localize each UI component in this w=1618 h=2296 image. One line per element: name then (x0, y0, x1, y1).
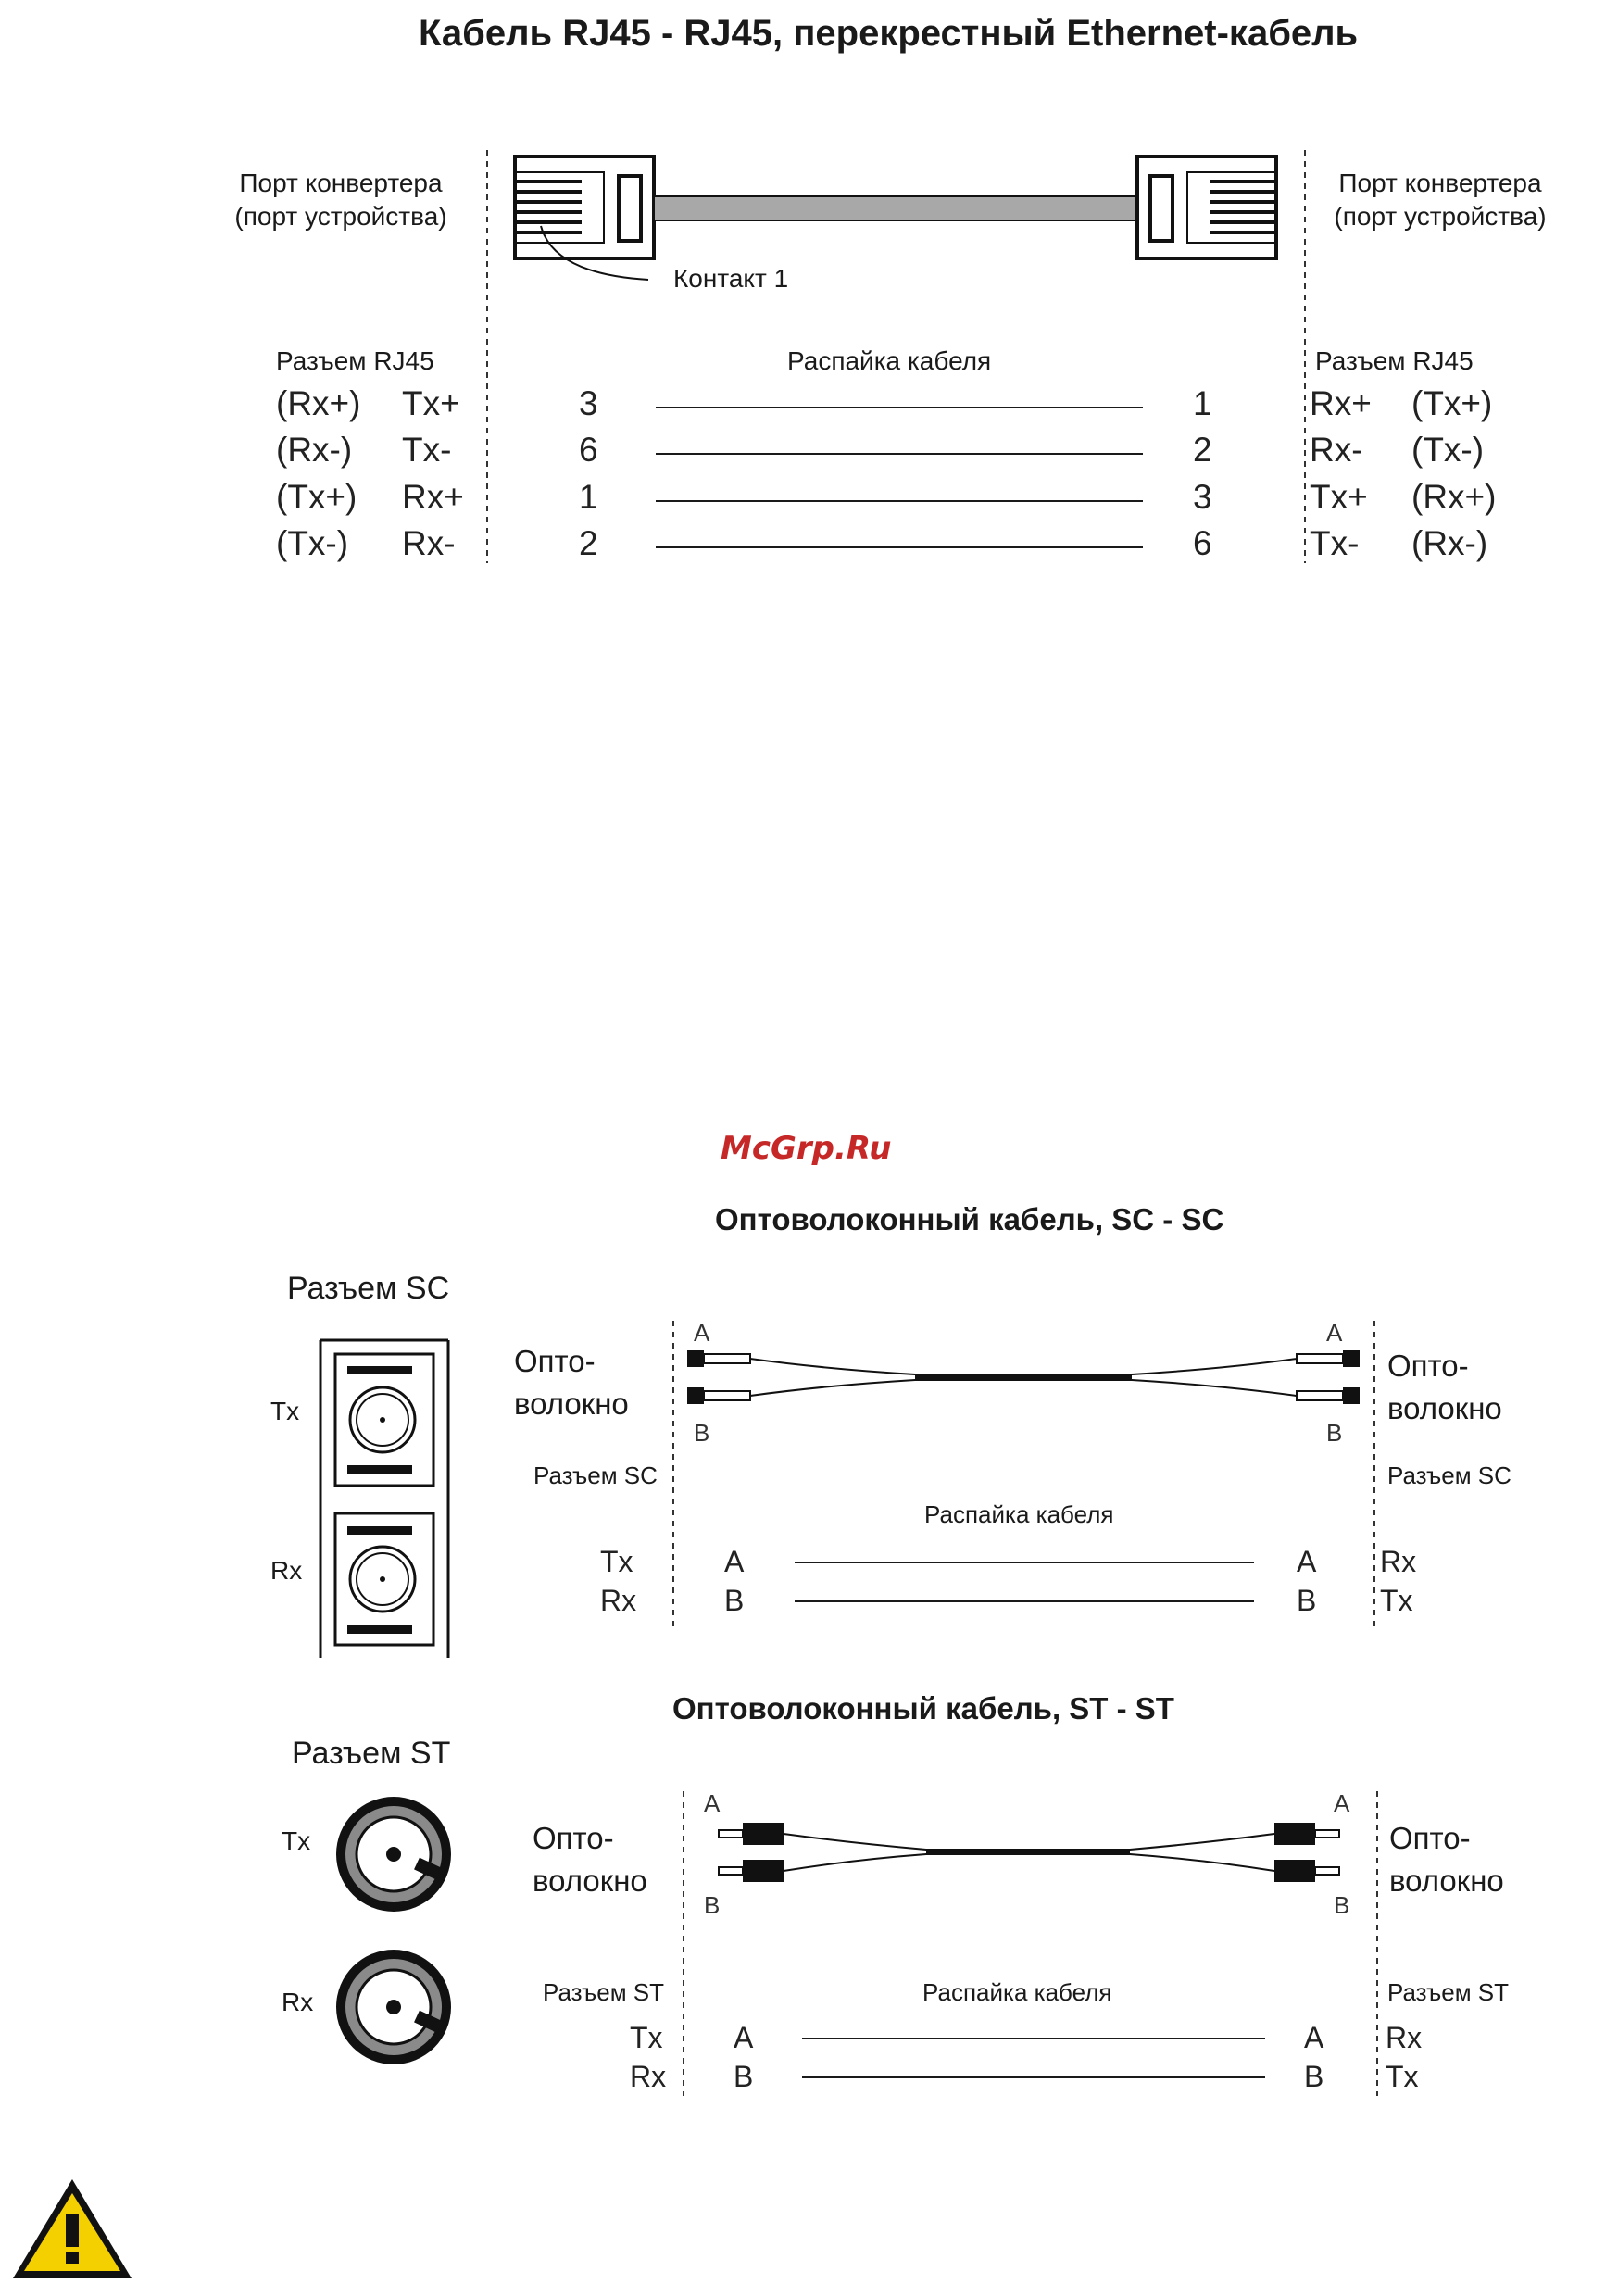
rj45-plug-icon-right (1137, 157, 1276, 258)
rj45-row-right-pin: 6 (1193, 524, 1212, 562)
rj45-row-right-a: Rx+ (1310, 384, 1372, 422)
st-fiber-cable (719, 1823, 1339, 1882)
rj45-contact-label: Контакт 1 (673, 264, 789, 293)
rj45-row-left-pin: 3 (579, 384, 598, 422)
sc-row-left-pin: A (724, 1545, 745, 1578)
st-end-a-left: A (704, 1789, 721, 1817)
rj45-row-right-pin: 1 (1193, 384, 1212, 422)
st-fiber-right (1389, 1817, 1504, 1902)
rj45-title: Кабель RJ45 - RJ45, перекрестный Ethernet-кабель (419, 13, 1359, 54)
rj45-row-left-b: Rx- (402, 524, 456, 562)
sc-tx-label: Tx (270, 1397, 300, 1425)
rj45-left-connector-header: Разъем RJ45 (276, 346, 434, 375)
sc-connector-icon (320, 1340, 448, 1658)
sc-connector-label: Разъем SC (287, 1271, 450, 1306)
st-row-right-pin: A (1304, 2021, 1324, 2054)
rj45-row-right-pin: 2 (1193, 431, 1212, 469)
st-fiber-left (533, 1817, 647, 1902)
rj45-row-left-pin: 2 (579, 524, 598, 562)
rj45-left-port-line1: Порт конвертера (239, 169, 443, 197)
sc-wire-lines (795, 1562, 1254, 1601)
st-right-connector: Разъем ST (1387, 1978, 1510, 2006)
rj45-row-right-a: Tx- (1310, 524, 1360, 562)
sc-fiber-right (1387, 1345, 1502, 1430)
sc-end-a-right: A (1326, 1319, 1343, 1347)
rj45-left-port-line2: (порт устройства) (234, 202, 447, 231)
sc-row-right: Rx (1380, 1545, 1417, 1578)
rj45-plug-icon (515, 157, 654, 280)
st-fiber-right-line1: Опто- (1389, 1821, 1471, 1855)
st-wire-lines (802, 2039, 1265, 2077)
st-row-left-pin: A (734, 2021, 754, 2054)
sc-cable-header: Распайка кабеля (924, 1500, 1114, 1528)
rj45-row-left-pin: 6 (579, 431, 598, 469)
st-row-right-pin: B (1304, 2060, 1324, 2093)
sc-fiber-left-line2: волокно (514, 1386, 629, 1421)
st-title: Оптоволоконный кабель, ST - ST (672, 1691, 1174, 1725)
sc-end-b-left: B (694, 1419, 710, 1447)
st-row-left-pin: B (734, 2060, 754, 2093)
sc-row-right-pin: A (1297, 1545, 1317, 1578)
st-cable-header: Распайка кабеля (922, 1978, 1112, 2006)
rj45-right-connector-header: Разъем RJ45 (1315, 346, 1474, 375)
st-row-right: Rx (1386, 2021, 1423, 2054)
rj45-left-port-label (211, 167, 470, 233)
rj45-right-port-line2: (порт устройства) (1334, 202, 1547, 231)
rj45-row-left-b: Rx+ (402, 478, 464, 516)
sc-row-right-pin: B (1297, 1584, 1317, 1617)
warning-icon (13, 2179, 132, 2278)
sc-fiber-cable (687, 1350, 1360, 1404)
rj45-row-right-b: (Rx-) (1411, 524, 1488, 562)
sc-row-left: Tx (600, 1545, 633, 1578)
rj45-right-port-label (1311, 167, 1570, 233)
rj45-cable-header: Распайка кабеля (787, 346, 992, 375)
st-row-left: Tx (630, 2021, 663, 2054)
sc-end-a-left: A (694, 1319, 710, 1347)
watermark-text: McGrp.Ru (721, 1130, 892, 1167)
st-fiber-left-line1: Опто- (533, 1821, 614, 1855)
st-left-connector: Разъем ST (543, 1978, 665, 2006)
rj45-row-left-pin: 1 (579, 478, 598, 516)
rj45-row-left-a: (Rx+) (276, 384, 361, 422)
st-end-a-right: A (1334, 1789, 1350, 1817)
rj45-row-right-pin: 3 (1193, 478, 1212, 516)
rj45-row-right-a: Rx- (1310, 431, 1363, 469)
sc-rx-label: Rx (270, 1556, 303, 1585)
rj45-row-left-a: (Tx-) (276, 524, 349, 562)
rj45-row-left-a: (Tx+) (276, 478, 357, 516)
rj45-wire-lines (656, 408, 1143, 547)
sc-fiber-right-line2: волокно (1387, 1391, 1502, 1425)
st-fiber-right-line2: волокно (1389, 1863, 1504, 1898)
st-end-b-right: B (1334, 1891, 1350, 1919)
st-rx-label: Rx (282, 1988, 314, 2016)
rj45-cable (654, 196, 1137, 220)
sc-fiber-right-line1: Опто- (1387, 1349, 1469, 1383)
sc-title: Оптоволоконный кабель, SC - SC (715, 1202, 1224, 1236)
sc-row-left-pin: B (724, 1584, 745, 1617)
rj45-row-left-b: Tx- (402, 431, 452, 469)
sc-row-right: Tx (1380, 1584, 1413, 1617)
sc-row-left: Rx (600, 1584, 637, 1617)
st-dividers (684, 1791, 1377, 2096)
sc-dividers (673, 1321, 1374, 1632)
st-end-b-left: B (704, 1891, 721, 1919)
rj45-row-left-b: Tx+ (402, 384, 460, 422)
st-connector-label: Разъем ST (292, 1736, 451, 1771)
sc-end-b-right: B (1326, 1419, 1343, 1447)
rj45-row-right-b: (Tx-) (1411, 431, 1485, 469)
rj45-row-right-b: (Tx+) (1411, 384, 1493, 422)
sc-right-connector: Разъем SC (1387, 1462, 1511, 1489)
st-connector-icon (336, 1797, 451, 2064)
rj45-row-right-a: Tx+ (1310, 478, 1368, 516)
rj45-row-right-b: (Rx+) (1411, 478, 1497, 516)
rj45-row-left-a: (Rx-) (276, 431, 353, 469)
st-fiber-left-line2: волокно (533, 1863, 647, 1898)
sc-left-connector: Разъем SC (533, 1462, 658, 1489)
sc-fiber-left-line1: Опто- (514, 1344, 596, 1378)
sc-fiber-left (514, 1340, 629, 1425)
st-tx-label: Tx (282, 1826, 311, 1855)
st-row-right: Tx (1386, 2060, 1419, 2093)
rj45-right-port-line1: Порт конвертера (1338, 169, 1542, 197)
st-row-left: Rx (630, 2060, 667, 2093)
